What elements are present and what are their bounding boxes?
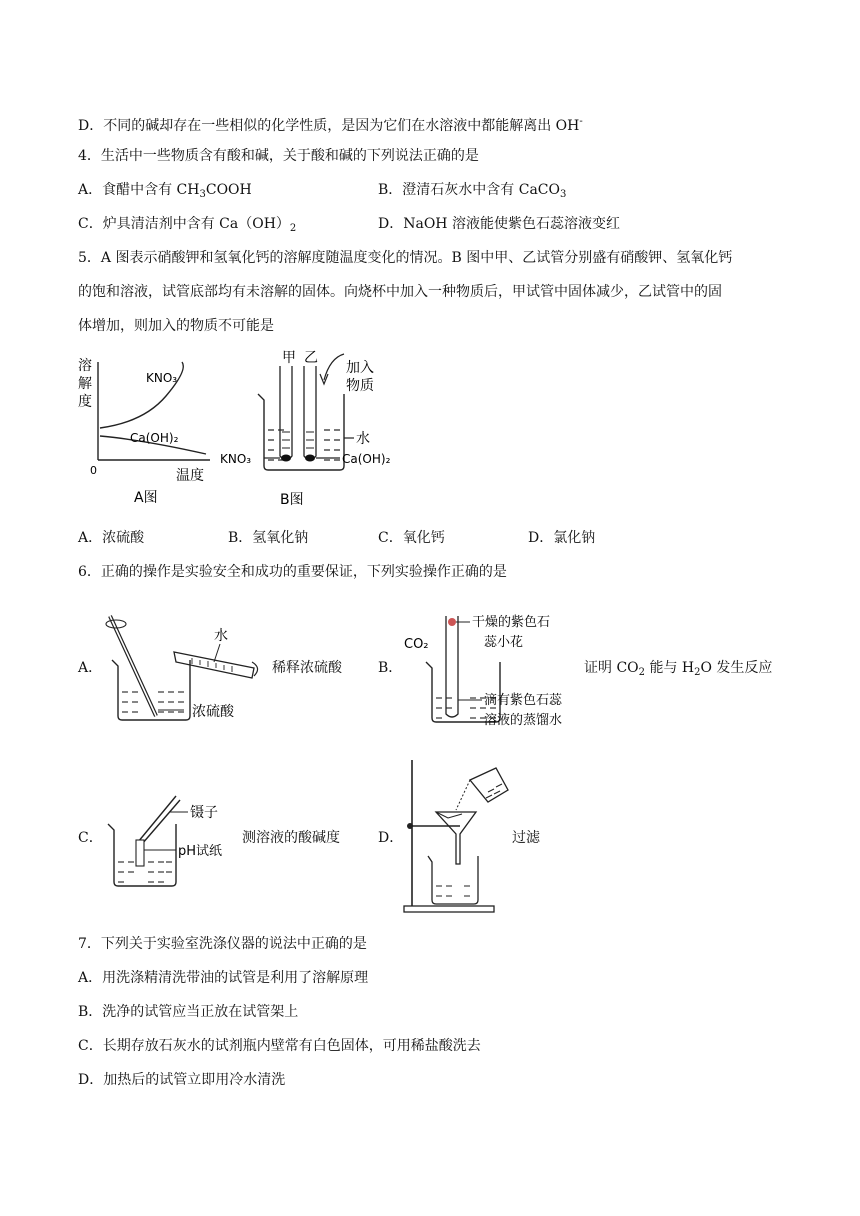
receiving-beaker <box>428 856 478 904</box>
caoh2-solid <box>305 455 315 462</box>
litmus-flower <box>448 618 456 626</box>
q6-option-b-desc: 证明 $CO_2$ 能与 $H_2O$ 发生反应 <box>584 660 773 678</box>
co2-litmus-diagram <box>400 606 582 734</box>
measuring-cylinder <box>174 652 254 678</box>
inverted-tube <box>446 616 458 717</box>
q7-option-d: D．加热后的试管立即用冷水清洗 <box>78 1072 286 1088</box>
q5-stem-line2: 的饱和溶液，试管底部均有未溶解的固体。向烧杯中加入一种物质后，甲试管中固体减少，乙试管中的固 <box>78 284 722 300</box>
kno3-label: KNO₃ <box>146 371 178 385</box>
liquid-label-1: 滴有紫色石蕊 <box>484 693 563 708</box>
water-label: 水 <box>214 628 228 644</box>
caoh2-tube-label: Ca(OH)₂ <box>342 452 391 466</box>
filtration-diagram <box>400 756 512 916</box>
tube-jia-label: 甲 <box>282 350 296 366</box>
water-label: 水 <box>356 431 370 447</box>
origin-label: 0 <box>90 464 97 477</box>
q5-stem-line3: 体增加，则加入的物质不可能是 <box>78 318 274 334</box>
y-axis-label-3: 度 <box>78 394 92 410</box>
q6-option-d-desc: 过滤 <box>512 830 540 846</box>
tweezers <box>138 796 176 842</box>
ph-test-diagram <box>100 790 240 896</box>
acid-label: 浓硫酸 <box>192 704 234 720</box>
q6-option-a-desc: 稀释浓硫酸 <box>272 660 342 676</box>
test-tube-yi <box>304 366 316 460</box>
q4-stem: 4．生活中一些物质含有酸和碱，关于酸和碱的下列说法正确的是 <box>78 148 479 164</box>
add-label-2: 物质 <box>346 378 374 394</box>
tube-solutions <box>282 432 314 448</box>
flower-label-1: 干燥的紫色石 <box>472 615 551 630</box>
tweezers-label: 镊子 <box>190 805 218 821</box>
x-axis-label: 温度 <box>176 468 204 484</box>
q4-option-d: D．NaOH 溶液能使紫色石蕊溶液变红 <box>378 216 620 232</box>
q5-option-a: A．浓硫酸 <box>78 530 145 546</box>
beaker <box>112 660 190 720</box>
stand-base <box>404 906 494 912</box>
kno3-tube-label: KNO₃ <box>220 452 252 466</box>
q4-option-c: C．炉具清洁剂中含有 $Ca(OH)_2$ <box>78 216 297 234</box>
q6-stem: 6．正确的操作是实验安全和成功的重要保证，下列实验操作正确的是 <box>78 564 507 580</box>
liquid-label-2: 溶液的蒸馏水 <box>484 713 563 728</box>
q6-option-c-letter: C． <box>78 830 103 846</box>
caoh2-label: Ca(OH)₂ <box>130 431 179 445</box>
q6-option-a-letter: A． <box>78 660 103 676</box>
dilute-acid-diagram <box>96 604 272 730</box>
solubility-graph <box>74 350 224 510</box>
q7-stem: 7．下列关于实验室洗涤仪器的说法中正确的是 <box>78 936 367 952</box>
add-label-1: 加入 <box>346 360 374 376</box>
beaker <box>258 394 344 470</box>
tube-yi-label: 乙 <box>304 350 318 366</box>
q5-option-d: D．氯化钠 <box>528 530 596 546</box>
q5-option-b: B．氢氧化钠 <box>228 530 309 546</box>
test-tube-jia <box>280 366 292 460</box>
q5-option-c: C．氧化钙 <box>378 530 445 546</box>
q4-option-b: B．澄清石灰水中含有 CaCO$_3$ <box>378 182 567 200</box>
y-axis-label-1: 溶 <box>78 358 92 374</box>
q4-option-a: A．食醋中含有 $CH_3COOH$ <box>78 182 252 200</box>
q6-option-c-desc: 测溶液的酸碱度 <box>242 830 340 846</box>
co2-label: CO₂ <box>404 637 429 652</box>
q6-option-b-letter: B． <box>378 660 403 676</box>
funnel <box>436 812 476 864</box>
q7-option-b: B．洗净的试管应当正放在试管架上 <box>78 1004 299 1020</box>
y-axis-label-2: 解 <box>78 376 92 392</box>
q6-option-d-letter: D． <box>378 830 404 846</box>
ph-paper-label: pH试纸 <box>178 844 223 859</box>
q5-stem-line1: 5．A 图表示硝酸钾和氢氧化钙的溶解度随温度变化的情况。B 图中甲、乙试管分别盛有硝酸钾、氢氧化钙 <box>78 250 733 266</box>
beaker-diagram <box>220 344 420 514</box>
kno3-solid <box>281 455 291 462</box>
figure-b-caption: B图 <box>280 492 304 508</box>
figure-a-caption: A图 <box>134 490 158 506</box>
q7-option-a: A．用洗涤精清洗带油的试管是利用了溶解原理 <box>78 970 369 986</box>
ph-paper <box>136 840 144 866</box>
q7-option-c: C．长期存放石灰水的试剂瓶内壁常有白色固体，可用稀盐酸洗去 <box>78 1038 481 1054</box>
flower-label-2: 蕊小花 <box>484 635 524 650</box>
q3-option-d: D．不同的碱却存在一些相似的化学性质，是因为它们在水溶液中都能解离出 OH- <box>78 116 583 134</box>
